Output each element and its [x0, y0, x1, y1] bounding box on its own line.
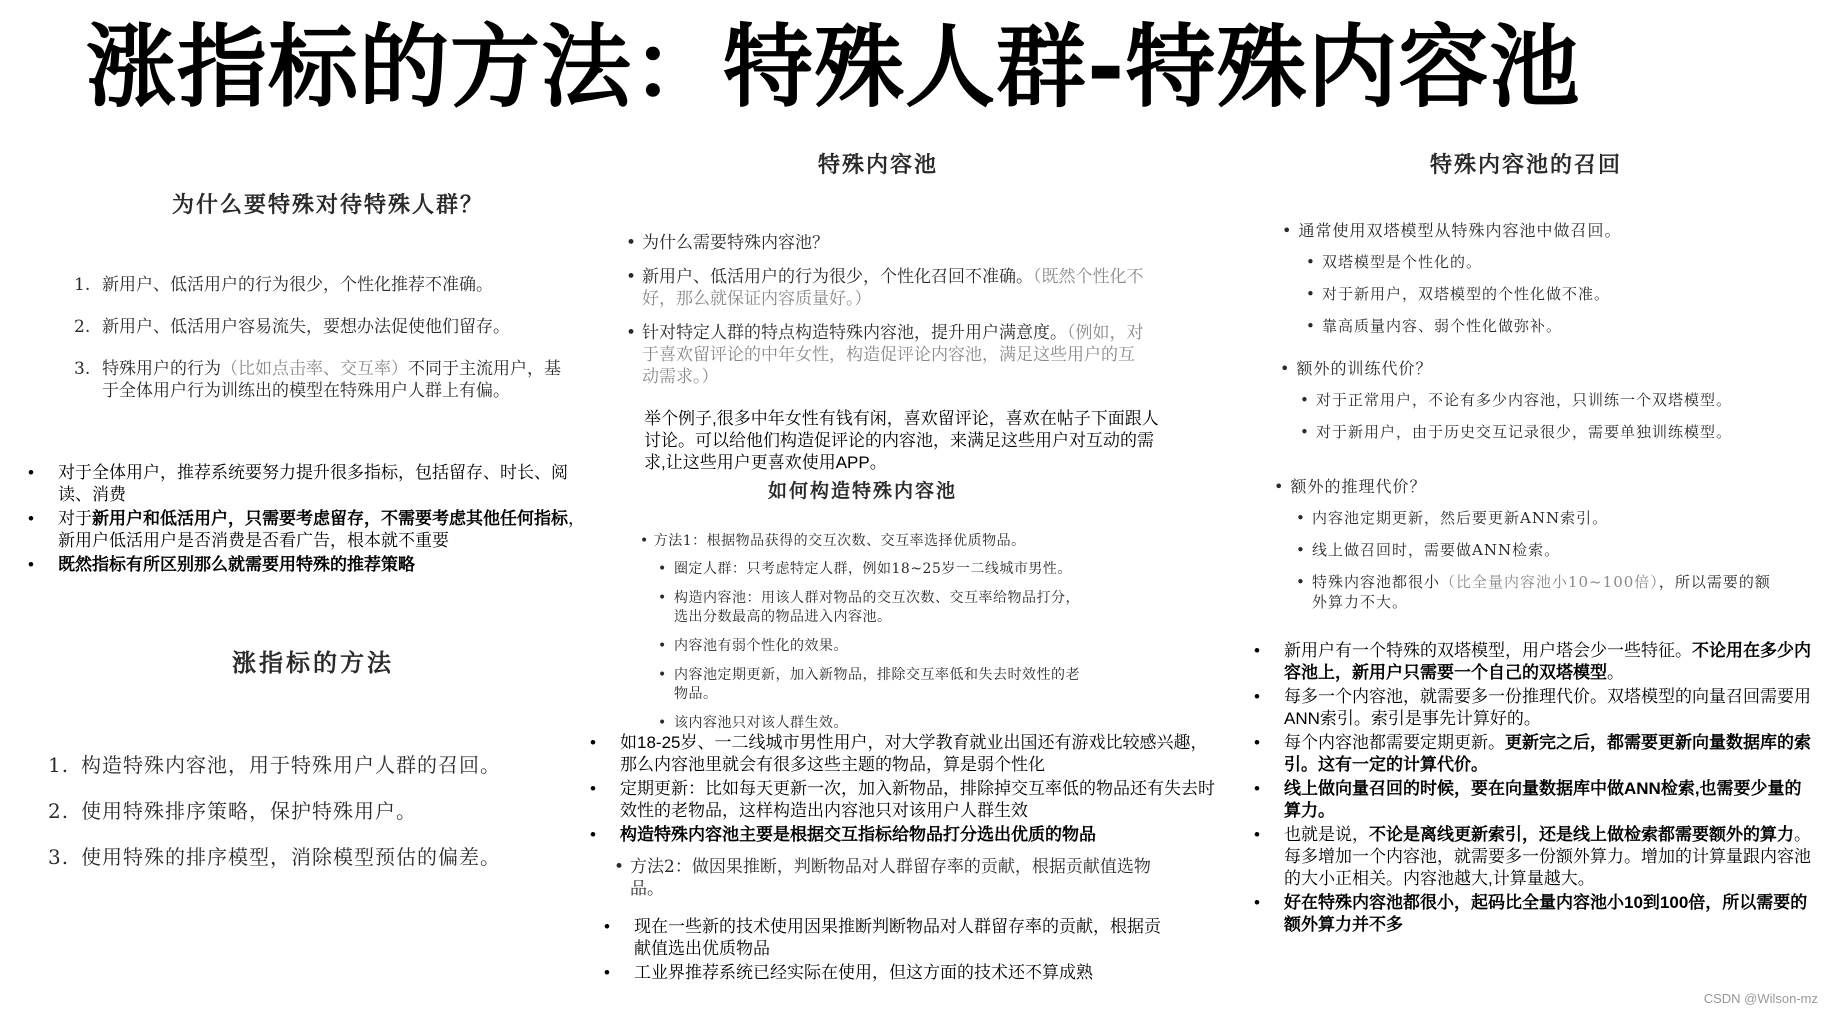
- middle-notes: [590, 732, 1222, 848]
- note-item: • 现在一些新的技术使用因果推断判断物品对人群留存率的贡献，根据贡献值选出优质物品: [604, 917, 1161, 958]
- note-item: • 既然指标有所区别那么就需要用特殊的推荐策略: [28, 555, 415, 574]
- bullet-item: • 新用户、低活用户的行为很少，个性化召回不准确。（既然个性化不好，那么就保证内容质量好。）: [626, 267, 1144, 309]
- build-heading: 如何构造特殊内容池: [768, 480, 958, 502]
- note-item: • 对于新用户和低活用户，只需要考虑留存，不需要考虑其他任何指标，新用户低活用户是否消费是否看广告，根本就不重要: [28, 509, 585, 550]
- note-item: • 构造特殊内容池主要是根据交互指标给物品打分选出优质的物品: [590, 825, 1096, 844]
- method-item: 2. 使用特殊排序策略，保护特殊用户。: [48, 799, 417, 823]
- sub-item: • 双塔模型是个性化的。: [1306, 253, 1483, 271]
- reason-item: 3. 特殊用户的行为（比如点击率、交互率）不同于主流用户，基于全体用户行为训练出的模型在特殊用户人群上有偏。: [74, 359, 561, 401]
- reasons-list: [74, 274, 594, 422]
- right-bullet-3: • 额外的推理代价？: [1274, 477, 1427, 496]
- method2-bullet: • 方法2：做因果推断，判断物品对人群留存率的贡献，根据贡献值选物品。: [614, 857, 1151, 899]
- note-item: • 每多一个内容池，就需要多一份推理代价。双塔模型的向量召回需要用ANN索引。索引是事先计算好的。: [1254, 687, 1811, 728]
- sub-item: • 对于新用户，由于历史交互记录很少，需要单独训练模型。: [1300, 423, 1733, 441]
- right-bullet-1: • 通常使用双塔模型从特殊内容池中做召回。: [1282, 221, 1622, 240]
- note-item: • 好在特殊内容池都很小，起码比全量内容池小10到100倍，所以需要的额外算力并不多: [1254, 893, 1808, 934]
- left-heading: 为什么要特殊对待特殊人群？: [172, 192, 485, 218]
- sub-item: • 靠高质量内容、弱个性化做弥补。: [1306, 317, 1563, 335]
- reason-item: 2. 新用户、低活用户容易流失，要想办法促使他们留存。: [74, 317, 510, 337]
- sub-item: • 内容池定期更新，然后要更新ANN索引。: [1296, 509, 1609, 527]
- sub-item: • 内容池定期更新，加入新物品，排除交互率低和失去时效性的老物品。: [658, 667, 1080, 702]
- note-item: • 新用户有一个特殊的双塔模型，用户塔会少一些特征。不论用在多少内容池上，新用户只需要一个自己的双塔模型。: [1254, 641, 1811, 682]
- example-note: 举个例子,很多中年女性有钱有闲，喜欢留评论，喜欢在帖子下面跟人讨论。可以给他们构造促评论的内容池，来满足这些用户对互动的需求,让这些用户更喜欢使用APP。: [644, 409, 1159, 472]
- methods-list: [48, 752, 608, 890]
- sub-item: • 构造内容池：用该人群对物品的交互次数、交互率给物品打分，选出分数最高的物品进入内容池。: [658, 590, 1080, 625]
- right-bullet-2: • 额外的训练代价？: [1280, 359, 1433, 378]
- sub-item: • 内容池有弱个性化的效果。: [658, 638, 848, 654]
- bullet-item: • 为什么需要特殊内容池？: [626, 233, 829, 253]
- sub-item: • 圈定人群：只考虑特定人群，例如18~25岁一二线城市男性。: [658, 561, 1072, 577]
- method1-bullet: • 方法1：根据物品获得的交互次数、交互率选择优质物品。: [640, 533, 1026, 549]
- right-sublist-2: [1300, 390, 1770, 454]
- reason-item: 1. 新用户、低活用户的行为很少，个性化推荐不准确。: [74, 275, 493, 295]
- note-item: • 也就是说，不论是离线更新索引，还是线上做检索都需要额外的算力。每多增加一个内容池，就需要多一份额外算力。增加的计算量跟内容池的大小正相关。内容池越大,计算量越大。: [1254, 825, 1811, 888]
- bullet-item: • 针对特定人群的特点构造特殊内容池，提升用户满意度。（例如，对于喜欢留评论的中年女性，构造促评论内容池，满足这些用户的互动需求。）: [626, 323, 1144, 387]
- middle-notes-2: [604, 916, 1164, 986]
- sub-item: • 对于新用户，双塔模型的个性化做不准。: [1306, 285, 1611, 303]
- page-title: 涨指标的方法：特殊人群-特殊内容池: [86, 15, 1581, 120]
- right-sublist-3: [1296, 508, 1786, 624]
- right-notes: [1254, 640, 1816, 938]
- middle-heading: 特殊内容池: [818, 152, 939, 178]
- watermark: CSDN @Wilson-mz: [1703, 991, 1818, 1006]
- methods-heading: 涨指标的方法: [232, 648, 394, 677]
- note-item: • 如18-25岁、一二线城市男性用户，对大学教育就业出国还有游戏比较感兴趣，那么内容池里就会有很多这些主题的物品，算是弱个性化: [590, 733, 1208, 774]
- method-item: 1. 构造特殊内容池，用于特殊用户人群的召回。: [48, 753, 501, 777]
- right-sublist-1: [1306, 252, 1766, 348]
- left-notes: [28, 462, 598, 578]
- sub-item: • 该内容池只对该人群生效。: [658, 715, 848, 731]
- sub-item: • 线上做召回时，需要做ANN检索。: [1296, 541, 1561, 559]
- note-item: • 工业界推荐系统已经实际在使用，但这方面的技术还不算成熟: [604, 963, 1093, 982]
- middle-bullets: [626, 232, 1146, 388]
- note-item: • 线上做向量召回的时候，要在向量数据库中做ANN检索,也需要少量的算力。: [1254, 779, 1802, 820]
- note-item: • 定期更新：比如每天更新一次，加入新物品，排除掉交互率低的物品还有失去时效性的老物品，这样构造出内容池只对该用户人群生效: [590, 779, 1215, 820]
- sub-item: • 对于正常用户，不论有多少内容池，只训练一个双塔模型。: [1300, 391, 1733, 409]
- method-item: 3. 使用特殊的排序模型，消除模型预估的偏差。: [48, 845, 501, 869]
- sub-item: • 特殊内容池都很小（比全量内容池小10~100倍），所以需要的额外算力不大。: [1296, 573, 1771, 611]
- method1-sublist: [658, 560, 1088, 743]
- note-item: • 对于全体用户，推荐系统要努力提升很多指标，包括留存、时长、阅读、消费: [28, 463, 568, 504]
- note-item: • 每个内容池都需要定期更新。更新完之后，都需要更新向量数据库的索引。这有一定的计算代价。: [1254, 733, 1811, 774]
- right-heading: 特殊内容池的召回: [1430, 152, 1623, 178]
